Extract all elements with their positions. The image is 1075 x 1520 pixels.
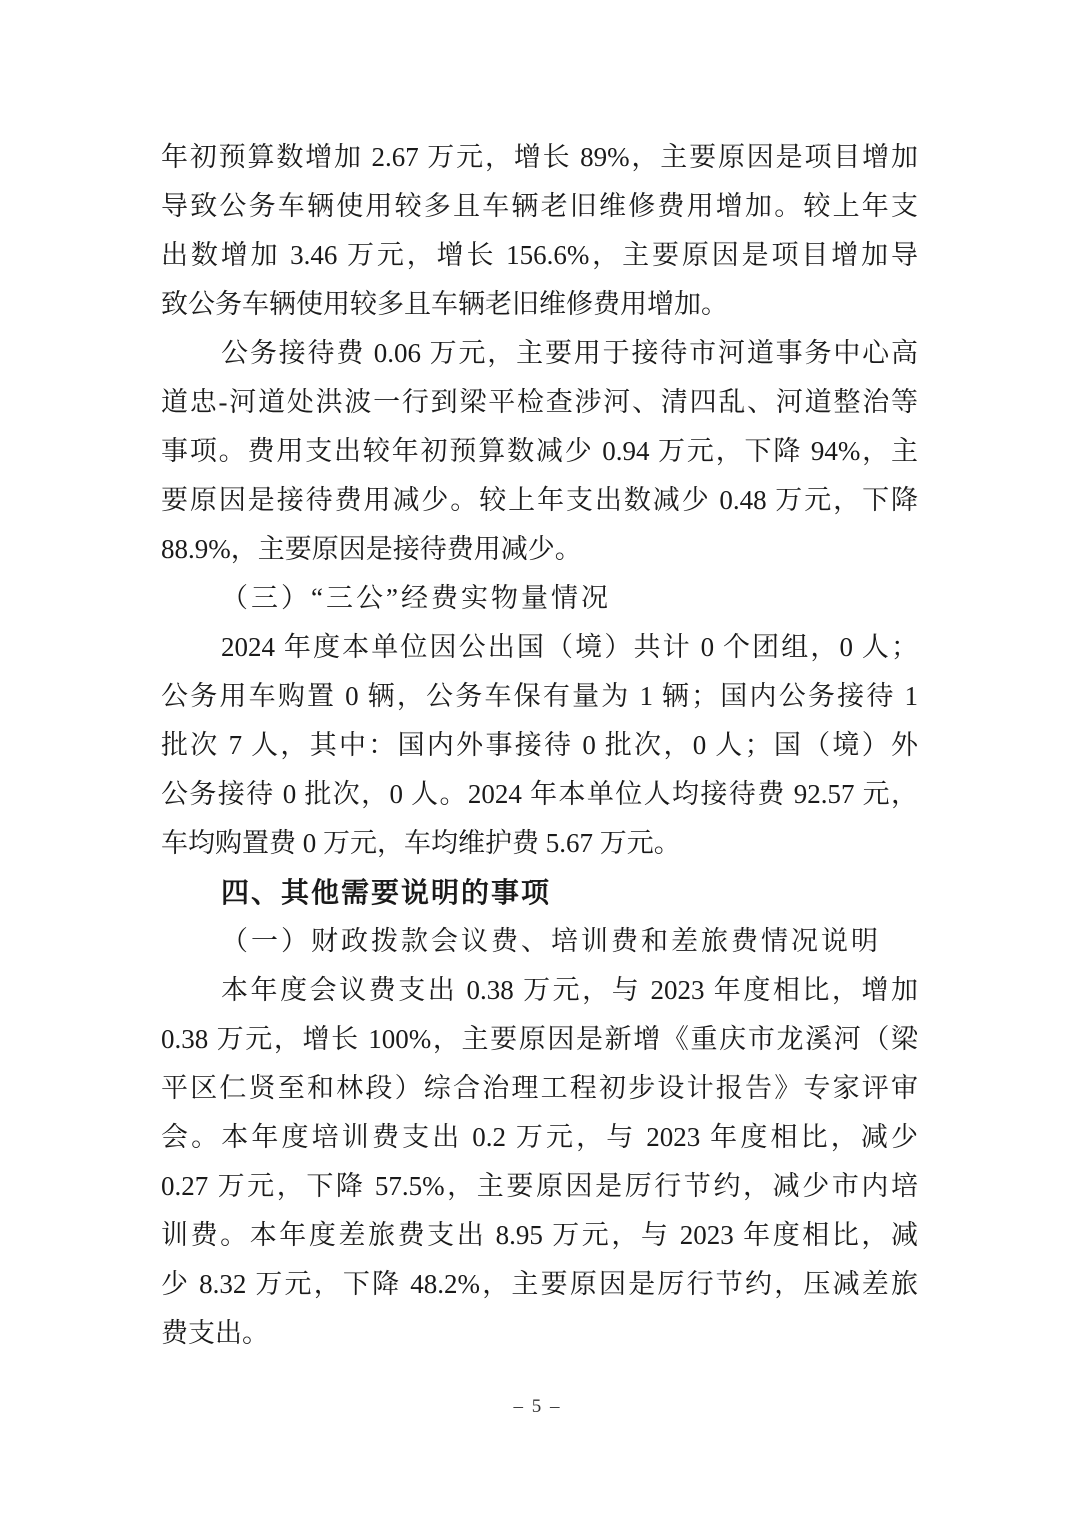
text-line: 要原因是接待费用减少。较上年支出数减少 0.48 万元，下降 (161, 485, 918, 515)
paragraph-first-line: 2024 年度本单位因公出国（境）共计 0 个团组，0 人； (221, 632, 918, 662)
text-line: 车均购置费 0 万元，车均维护费 5.67 万元。 (161, 828, 681, 858)
text-line: 会。本年度培训费支出 0.2 万元，与 2023 年度相比，减少 (161, 1122, 918, 1152)
text-line: 平区仁贤至和林段）综合治理工程初步设计报告》专家评审 (161, 1073, 918, 1103)
paragraph-first-line: 公务接待费 0.06 万元，主要用于接待市河道事务中心高 (221, 338, 918, 368)
document-text-block (161, 133, 918, 1358)
page-number: – 5 – (513, 1396, 562, 1417)
paragraph-first-line: 本年度会议费支出 0.38 万元，与 2023 年度相比，增加 (221, 975, 918, 1005)
text-line: 公务用车购置 0 辆，公务车保有量为 1 辆；国内公务接待 1 (161, 681, 918, 711)
heading-other-items-to-explain: 四、其他需要说明的事项 (221, 877, 552, 908)
subheading-three-public-expense-volume: （三）“三公”经费实物量情况 (221, 583, 611, 613)
text-line: 88.9%，主要原因是接待费用减少。 (161, 534, 582, 564)
text-line: 批次 7 人，其中：国内外事接待 0 批次，0 人；国（境）外 (161, 730, 918, 760)
text-line: 导致公务车辆使用较多且车辆老旧维修费用增加。较上年支 (161, 191, 918, 221)
text-line: 公务接待 0 批次，0 人。2024 年本单位人均接待费 92.57 元， (161, 779, 918, 809)
text-line: 致公务车辆使用较多且车辆老旧维修费用增加。 (161, 289, 728, 319)
text-line: 出数增加 3.46 万元，增长 156.6%，主要原因是项目增加导 (161, 240, 918, 270)
text-line: 事项。费用支出较年初预算数减少 0.94 万元，下降 94%，主 (161, 436, 918, 466)
text-line: 训费。本年度差旅费支出 8.95 万元，与 2023 年度相比，减 (161, 1220, 918, 1250)
subheading-meeting-training-travel-fees: （一）财政拨款会议费、培训费和差旅费情况说明 (221, 926, 881, 956)
text-line: 年初预算数增加 2.67 万元，增长 89%，主要原因是项目增加 (161, 142, 918, 172)
text-line: 0.38 万元，增长 100%，主要原因是新增《重庆市龙溪河（梁 (161, 1024, 918, 1054)
text-line: 费支出。 (161, 1318, 269, 1348)
text-line: 道忠-河道处洪波一行到梁平检查涉河、清四乱、河道整治等 (161, 387, 918, 417)
text-line: 少 8.32 万元，下降 48.2%，主要原因是厉行节约，压减差旅 (161, 1269, 918, 1299)
text-line: 0.27 万元，下降 57.5%，主要原因是厉行节约，减少市内培 (161, 1171, 918, 1201)
